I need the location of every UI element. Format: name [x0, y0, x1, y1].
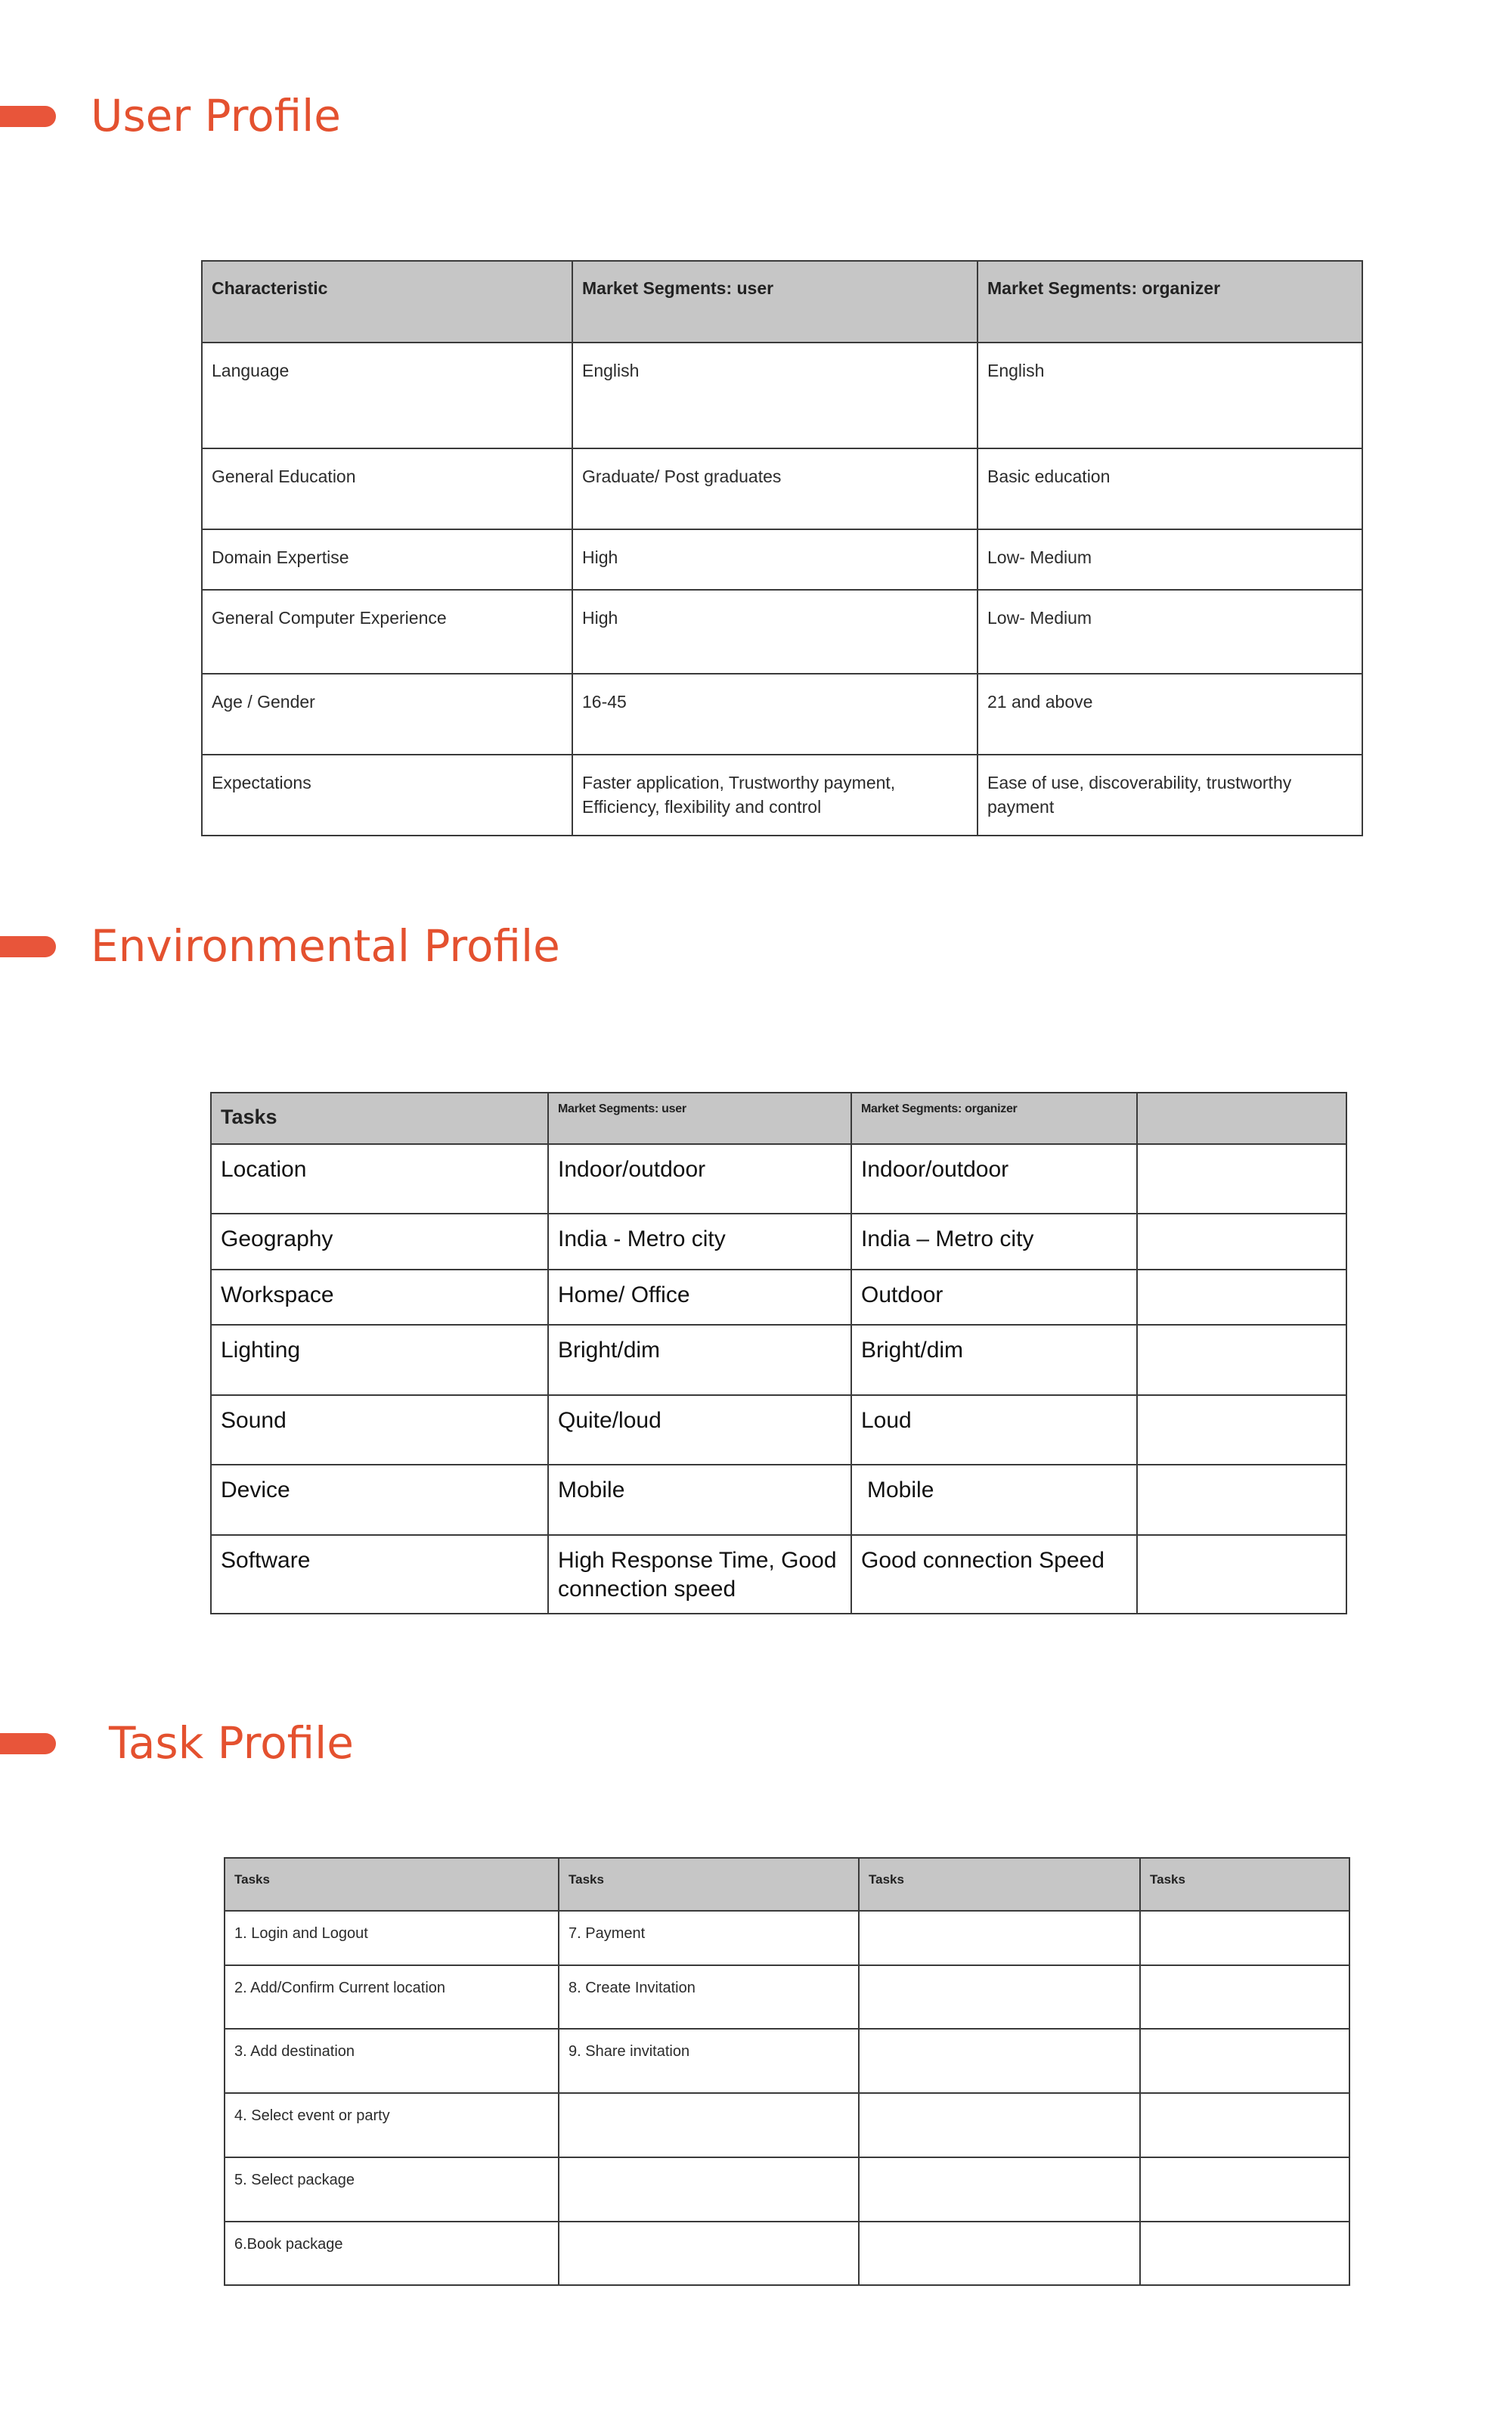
- section-marker: [0, 1733, 56, 1754]
- table-cell: [859, 2222, 1140, 2285]
- table-cell: 6.Book package: [225, 2222, 559, 2285]
- table-cell: Ease of use, discoverability, trustworthy payment: [978, 755, 1362, 836]
- table-cell: Loud: [851, 1395, 1137, 1465]
- table-cell: [859, 2029, 1140, 2093]
- table-cell: [1137, 1214, 1346, 1270]
- table-cell: Bright/dim: [851, 1325, 1137, 1395]
- table-cell: Graduate/ Post graduates: [572, 448, 978, 529]
- table-row: [202, 590, 1362, 674]
- table-row: [225, 1911, 1349, 1965]
- table-cell: 8. Create Invitation: [559, 1965, 859, 2029]
- table-cell: General Computer Experience: [202, 590, 572, 674]
- table-cell: General Education: [202, 448, 572, 529]
- table-cell: Indoor/outdoor: [548, 1144, 851, 1214]
- table-cell: [1140, 2157, 1349, 2222]
- table-cell: Device: [211, 1465, 548, 1535]
- table-cell: Low- Medium: [978, 590, 1362, 674]
- table-cell: 16-45: [572, 674, 978, 755]
- table-cell: English: [572, 343, 978, 448]
- table-header-row: [225, 1858, 1349, 1911]
- header-cell: Tasks: [211, 1093, 548, 1144]
- section-marker: [0, 936, 56, 957]
- table-row: [211, 1465, 1346, 1535]
- header-cell: Tasks: [225, 1858, 559, 1911]
- table-cell: [559, 2222, 859, 2285]
- table-cell: Basic education: [978, 448, 1362, 529]
- header-cell: Tasks: [859, 1858, 1140, 1911]
- table-cell: India – Metro city: [851, 1214, 1137, 1270]
- table-row: [202, 448, 1362, 529]
- table-cell: 9. Share invitation: [559, 2029, 859, 2093]
- table-cell: [1140, 1911, 1349, 1965]
- table-cell: Quite/loud: [548, 1395, 851, 1465]
- table-row: [225, 1965, 1349, 2029]
- header-cell: Tasks: [559, 1858, 859, 1911]
- table-cell: [1137, 1395, 1346, 1465]
- table-cell: [559, 2093, 859, 2157]
- table-cell: [1137, 1144, 1346, 1214]
- table-cell: [1140, 2029, 1349, 2093]
- table-cell: Bright/dim: [548, 1325, 851, 1395]
- table-cell: [1137, 1325, 1346, 1395]
- table-row: [202, 529, 1362, 590]
- table-row: [211, 1325, 1346, 1395]
- table-cell: Lighting: [211, 1325, 548, 1395]
- header-cell: Market Segments: user: [548, 1093, 851, 1144]
- table-cell: 21 and above: [978, 674, 1362, 755]
- section-title-task-profile: Task Profile: [109, 1717, 354, 1769]
- task-profile-table: [224, 1857, 1350, 2286]
- table-cell: English: [978, 343, 1362, 448]
- section-title-environmental-profile: Environmental Profile: [91, 920, 560, 972]
- user-profile-table: [201, 260, 1363, 836]
- table-cell: Sound: [211, 1395, 548, 1465]
- table-cell: 3. Add destination: [225, 2029, 559, 2093]
- table-cell: 5. Select package: [225, 2157, 559, 2222]
- table-cell: Domain Expertise: [202, 529, 572, 590]
- table-row: [211, 1395, 1346, 1465]
- table-cell: [1140, 2093, 1349, 2157]
- table-cell: Workspace: [211, 1270, 548, 1325]
- table-cell: 4. Select event or party: [225, 2093, 559, 2157]
- table-cell: [1137, 1465, 1346, 1535]
- table-cell: 2. Add/Confirm Current location: [225, 1965, 559, 2029]
- table-row: [225, 2222, 1349, 2285]
- header-cell: Market Segments: organizer: [978, 261, 1362, 343]
- table-cell: Expectations: [202, 755, 572, 836]
- table-cell: Software: [211, 1535, 548, 1614]
- table-cell: [559, 2157, 859, 2222]
- header-cell: Characteristic: [202, 261, 572, 343]
- table-row: [202, 755, 1362, 836]
- header-cell: Market Segments: user: [572, 261, 978, 343]
- header-cell: Tasks: [1140, 1858, 1349, 1911]
- table-cell: High Response Time, Good connection speed: [548, 1535, 851, 1614]
- table-row: [202, 674, 1362, 755]
- table-cell: Faster application, Trustworthy payment, Efficiency, flexibility and control: [572, 755, 978, 836]
- table-cell: [1137, 1270, 1346, 1325]
- table-cell: [859, 1965, 1140, 2029]
- header-cell: Market Segments: organizer: [851, 1093, 1137, 1144]
- table-header-row: [211, 1093, 1346, 1144]
- table-row: [202, 343, 1362, 448]
- table-cell: 1. Login and Logout: [225, 1911, 559, 1965]
- table-row: [225, 2093, 1349, 2157]
- table-cell: [1140, 1965, 1349, 2029]
- environmental-profile-table: [210, 1092, 1347, 1614]
- table-cell: India - Metro city: [548, 1214, 851, 1270]
- table-row: [225, 2029, 1349, 2093]
- table-cell: Age / Gender: [202, 674, 572, 755]
- table-cell: [859, 1911, 1140, 1965]
- table-cell: High: [572, 590, 978, 674]
- header-cell: [1137, 1093, 1346, 1144]
- table-cell: Good connection Speed: [851, 1535, 1137, 1614]
- table-row: [211, 1144, 1346, 1214]
- table-row: [211, 1214, 1346, 1270]
- table-row: [211, 1535, 1346, 1614]
- table-cell: [859, 2093, 1140, 2157]
- table-cell: Location: [211, 1144, 548, 1214]
- table-cell: [859, 2157, 1140, 2222]
- table-cell: Outdoor: [851, 1270, 1137, 1325]
- table-cell: High: [572, 529, 978, 590]
- table-header-row: [202, 261, 1362, 343]
- table-cell: Mobile: [851, 1465, 1137, 1535]
- section-title-user-profile: User Profile: [91, 90, 341, 141]
- table-cell: Geography: [211, 1214, 548, 1270]
- table-cell: 7. Payment: [559, 1911, 859, 1965]
- table-cell: [1137, 1535, 1346, 1614]
- table-cell: Low- Medium: [978, 529, 1362, 590]
- table-cell: Mobile: [548, 1465, 851, 1535]
- table-cell: Home/ Office: [548, 1270, 851, 1325]
- table-row: [211, 1270, 1346, 1325]
- table-cell: Indoor/outdoor: [851, 1144, 1137, 1214]
- table-row: [225, 2157, 1349, 2222]
- section-marker: [0, 106, 56, 127]
- table-cell: [1140, 2222, 1349, 2285]
- table-cell: Language: [202, 343, 572, 448]
